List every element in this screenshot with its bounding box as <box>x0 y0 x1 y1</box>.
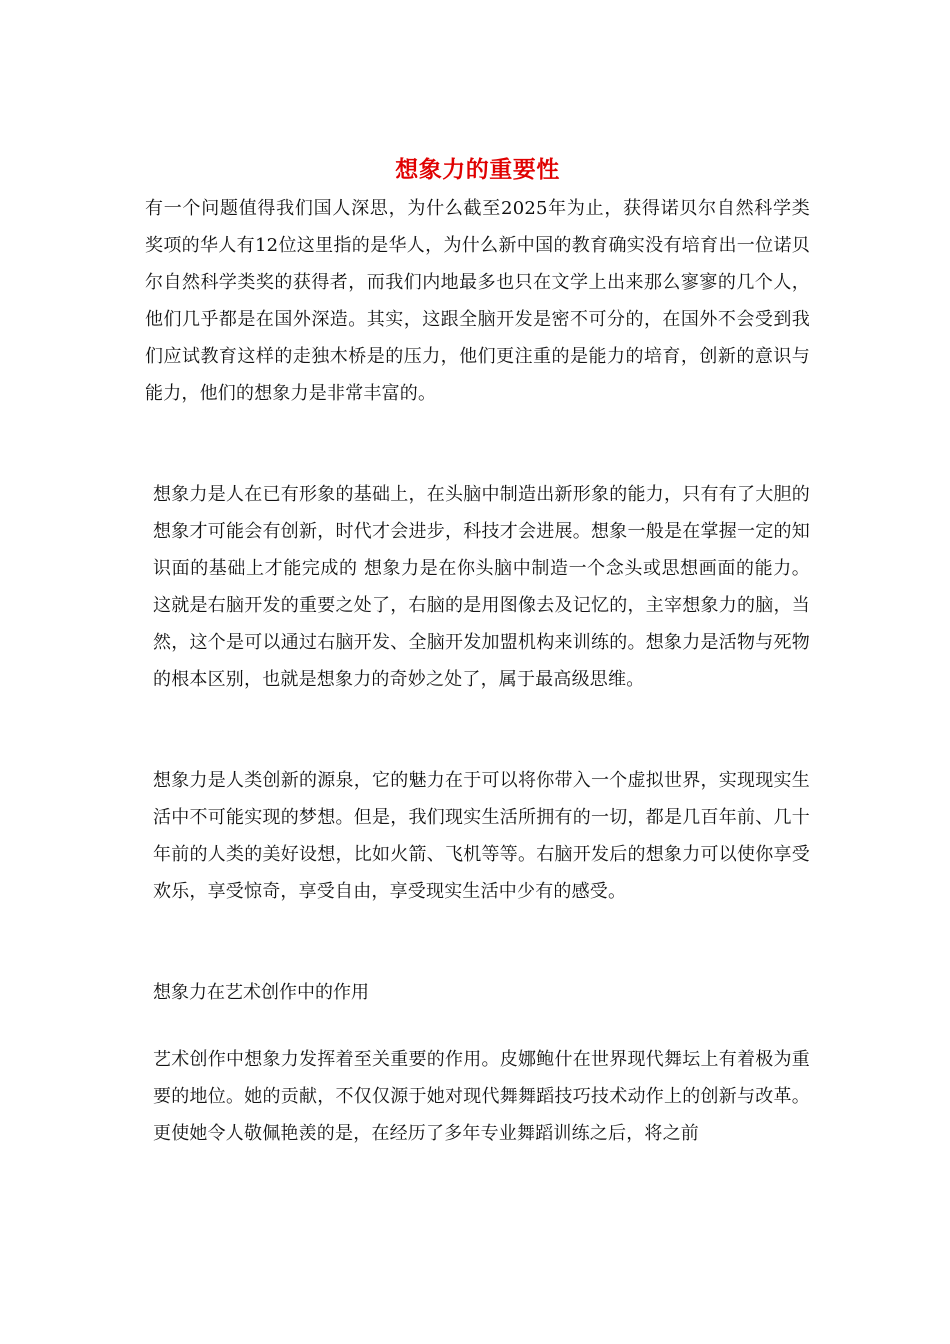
paragraph-spacer <box>145 910 810 974</box>
paragraph-spacer <box>145 698 810 762</box>
paragraph-1: 有一个问题值得我们国人深思，为什么截至2025年为止，获得诺贝尔自然科学类奖项的华人有12位这里指的是华人，为什么新中国的教育确实没有培育出一位诺贝尔自然科学类奖的获得者，而我们内地最多也只在文学上出来那么寥寥的几个人，他们几乎都是在国外深造。其实，这跟全脑开发是密不可分的，在国外不会受到我们应试教育这样的走独木桥是的压力，他们更注重的是能力的培育，创新的意识与能力，他们的想象力是非常丰富的。 <box>145 198 810 404</box>
document-page <box>145 150 810 1152</box>
paragraph-spacer <box>145 1011 810 1041</box>
document-title: 想象力的重要性 <box>395 156 560 183</box>
section-subheading: 想象力在艺术创作中的作用 <box>153 982 369 1003</box>
paragraph-3: 想象力是人类创新的源泉，它的魅力在于可以将你带入一个虚拟世界，实现现实生活中不可能实现的梦想。但是，我们现实生活所拥有的一切，都是几百年前、几十年前的人类的美好设想，比如火箭、飞机等等。右脑开发后的想象力可以使你享受欢乐，享受惊奇，享受自由，享受现实生活中少有的感受。 <box>153 770 810 902</box>
paragraph-4: 艺术创作中想象力发挥着至关重要的作用。皮娜鲍什在世界现代舞坛上有着极为重要的地位。她的贡献，不仅仅源于她对现代舞舞蹈技巧技术动作上的创新与改革。更使她令人敬佩艳羡的是，在经历了多年专业舞蹈训练之后，将之前 <box>153 1049 810 1144</box>
paragraph-spacer <box>145 412 810 476</box>
paragraph-2: 想象力是人在已有形象的基础上，在头脑中制造出新形象的能力，只有有了大胆的想象才可能会有创新，时代才会进步，科技才会进展。想象一般是在掌握一定的知识面的基础上才能完成的 想象力是在你头脑中制造一个念头或思想画面的能力。这就是右脑开发的重要之处了，右脑的是用图像去及记忆的，主宰想象力的脑，当然，这个是可以通过右脑开发、全脑开发加盟机构来训练的。想象力是活物与死物的根本区别，也就是想象力的奇妙之处了，属于最高级思维。 <box>153 484 810 690</box>
